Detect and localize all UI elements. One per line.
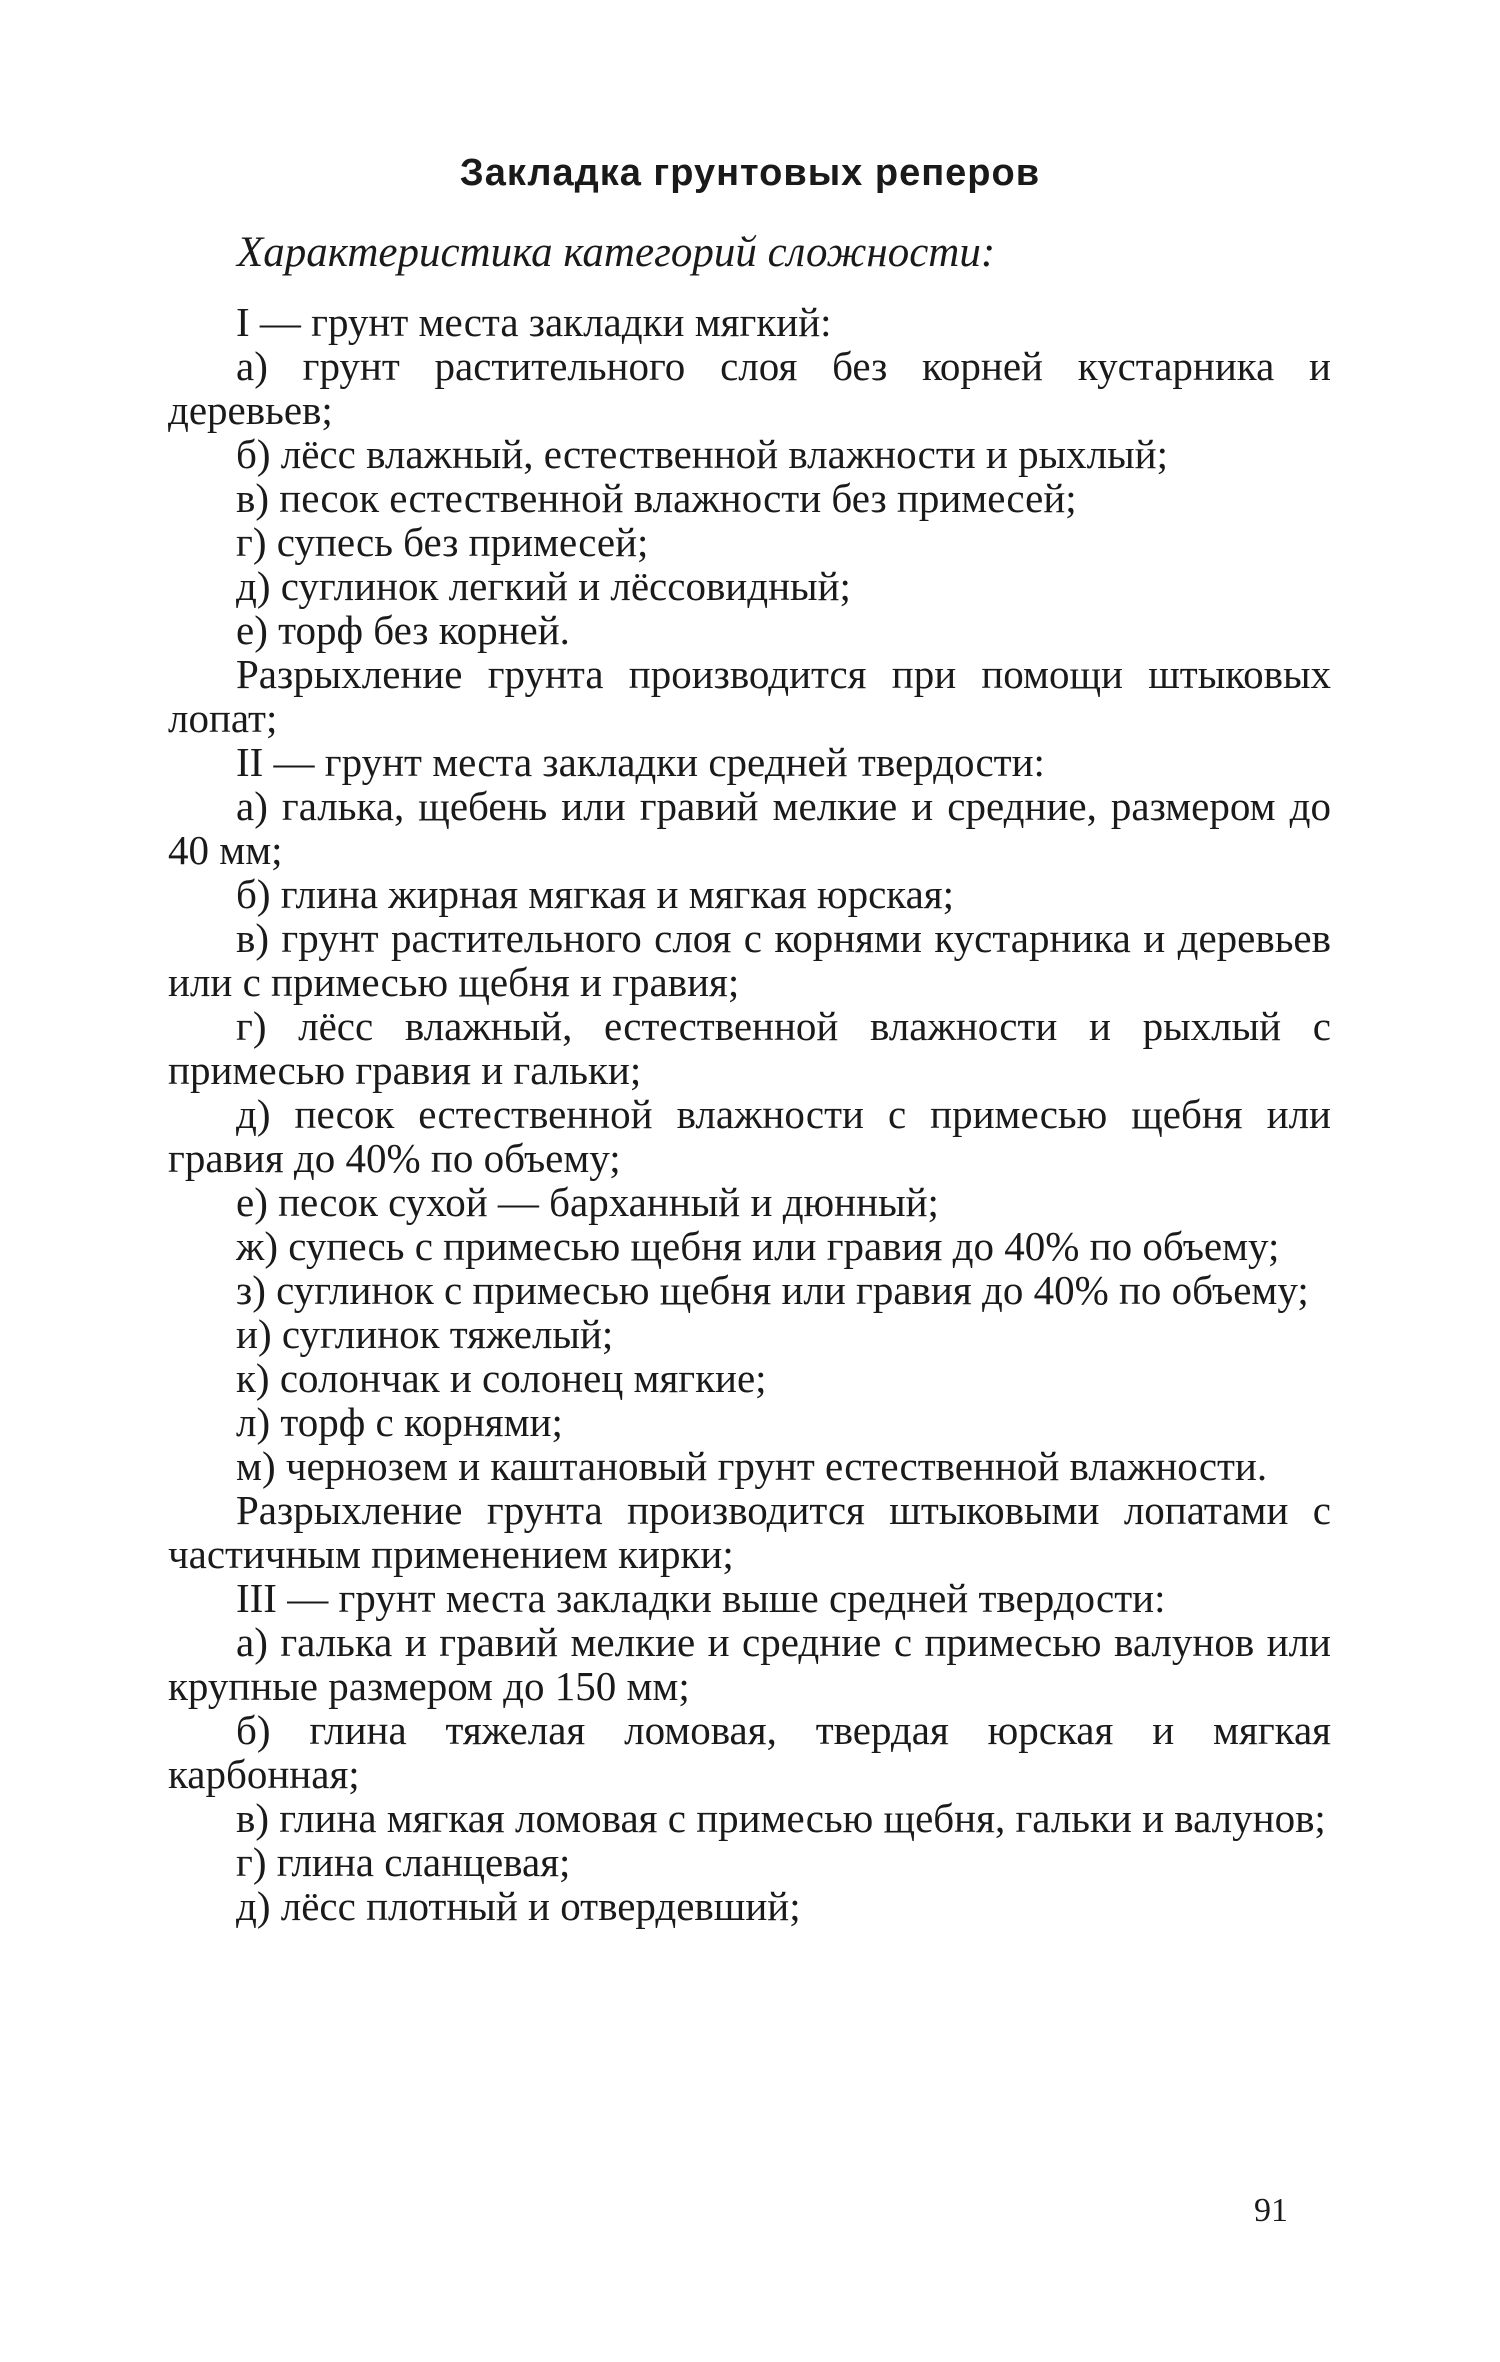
list-item: в) песок естественной влажности без примесей; (236, 475, 1077, 521)
list-item: л) торф с корнями; (236, 1399, 563, 1445)
list-item: в) грунт растительного слоя с корнями кустарника и деревьев или с примесью щебня и гравия; (168, 915, 1331, 1005)
list-item: з) суглинок с примесью щебня или гравия до 40% по объему; (236, 1267, 1309, 1313)
list-item: к) солончак и солонец мягкие; (236, 1355, 767, 1401)
list-item: е) песок сухой — барханный и дюнный; (236, 1179, 939, 1225)
list-item: г) глина сланцевая; (236, 1839, 571, 1885)
list-item: д) лёсс плотный и отвердевший; (236, 1883, 801, 1929)
list-item: в) глина мягкая ломовая с примесью щебня, гальки и валунов; (236, 1795, 1326, 1841)
body-text (168, 300, 1331, 1928)
list-item: б) глина жирная мягкая и мягкая юрская; (236, 871, 955, 917)
list-item: г) лёсс влажный, естественной влажности и рыхлый с примесью гравия и гальки; (168, 1003, 1331, 1093)
section-subtitle: Характеристика категорий сложности: (237, 229, 996, 276)
list-item: д) суглинок легкий и лёссовидный; (236, 563, 851, 609)
page-title: Закладка грунтовых реперов (459, 152, 1041, 194)
list-item: а) галька, щебень или гравий мелкие и средние, размером до 40 мм; (168, 783, 1331, 873)
list-item: а) галька и гравий мелкие и средние с примесью валунов или крупные размером до 150 мм; (168, 1619, 1331, 1709)
list-item: а) грунт растительного слоя без корней кустарника и деревьев; (168, 343, 1331, 433)
paragraph: I — грунт места закладки мягкий: (236, 299, 832, 345)
page-number: 91 (1254, 2192, 1288, 2229)
paragraph: Разрыхление грунта производится при помощи штыковых лопат; (168, 651, 1331, 741)
list-item: е) торф без корней. (236, 607, 570, 653)
list-item: д) песок естественной влажности с примесью щебня или гравия до 40% по объему; (168, 1091, 1331, 1181)
paragraph: II — грунт места закладки средней твердости: (236, 739, 1045, 785)
list-item: и) суглинок тяжелый; (236, 1311, 614, 1357)
list-item: б) лёсс влажный, естественной влажности и рыхлый; (236, 431, 1169, 477)
list-item: б) глина тяжелая ломовая, твердая юрская и мягкая карбонная; (168, 1707, 1331, 1797)
list-item: ж) супесь с примесью щебня или гравия до 40% по объему; (236, 1223, 1280, 1269)
paragraph: III — грунт места закладки выше средней твердости: (236, 1575, 1166, 1621)
paragraph: Разрыхление грунта производится штыковыми лопатами с частичным применением кирки; (168, 1487, 1331, 1577)
list-item: г) супесь без примесей; (236, 519, 649, 565)
list-item: м) чернозем и каштановый грунт естественной влажности. (236, 1443, 1268, 1489)
